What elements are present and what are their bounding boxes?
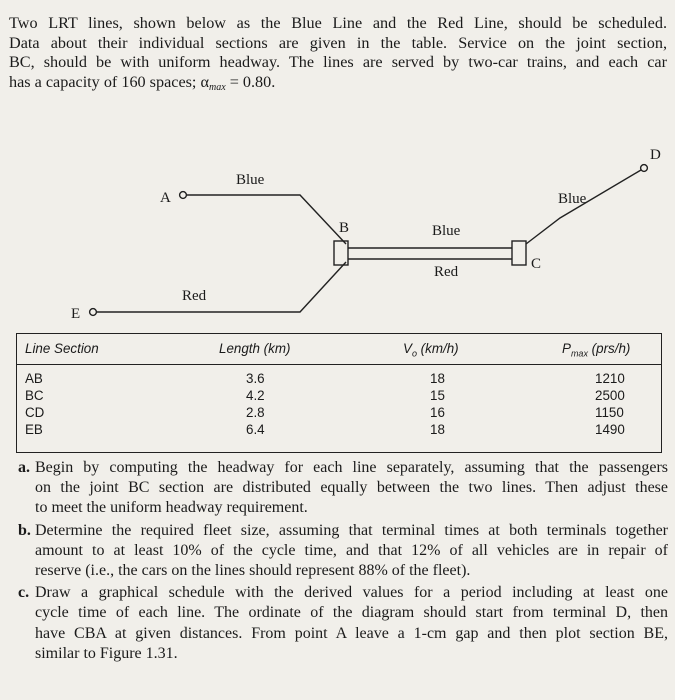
label-red-joint: Red [434,264,459,280]
label-c: C [531,256,542,272]
table-cell: 2.8 [246,405,265,420]
task-line: cycle time of each line. The ordinate of the diagram should start from terminal D, then [35,604,668,622]
table-cell: 6.4 [246,422,265,437]
intro-line-last [9,73,667,98]
task-item [18,583,668,664]
intro-line: Data about their individual sections are given in the table. Service on the joint section, [9,33,667,52]
column-line-section [25,370,44,438]
terminal-e-marker [90,309,97,316]
table-cell: 18 [430,371,445,386]
table-cell: 4.2 [246,388,265,403]
intro-alpha-value: = 0.80. [225,72,276,91]
task-line: similar to Figure 1.31. [35,644,178,662]
terminal-a-marker [180,192,187,199]
table-header [17,334,661,365]
table-cell: EB [25,422,43,437]
table-cell: AB [25,371,43,386]
task-label: a. [18,459,30,476]
table-cell: 2500 [595,388,625,403]
table-cell: 1150 [595,405,624,420]
joint-section-bc [348,248,512,259]
task-line: on the joint BC section are distributed equally between the two lines. Then adjust these [35,479,668,497]
task-item [18,458,668,519]
problem-intro [9,14,667,97]
table-cell: 18 [430,422,445,437]
label-blue-left: Blue [236,172,265,188]
label-red-left: Red [182,288,207,304]
table-cell: 1490 [595,422,625,437]
red-line-eb [97,262,347,312]
header-line-section: Line Section [25,341,99,356]
intro-line: Two LRT lines, shown below as the Blue Line and the Red Line, should be scheduled. [9,14,667,32]
section-data-table [16,333,662,453]
intro-line: BC, should be with uniform headway. The lines are served by two-car trains, and each car [9,53,667,72]
label-blue-joint: Blue [432,223,461,239]
task-line: reserve (i.e., the cars on the lines should represent 88% of the fleet). [35,562,471,580]
task-line: amount to at least 10% of the cycle time, and that 12% of all vehicles are in repair of [35,541,668,559]
table-cell: 15 [430,388,445,403]
table-cell: BC [25,388,44,403]
task-list [18,458,668,666]
header-speed: $V_o$ (km/h) [403,341,459,359]
table-cell: CD [25,405,45,420]
lrt-line-diagram [0,140,675,325]
blue-line-cd [526,170,641,244]
column-speed [430,370,445,438]
column-length [246,370,265,438]
task-line: Determine the required fleet size, assuming that terminal times at both terminals together [35,521,668,539]
blue-line-ab [187,195,350,244]
task-label: b. [18,521,31,539]
task-line: have CBA at given distances. From point A leave a 1-cm gap and then plot section BE, [35,624,668,642]
label-b: B [339,220,350,236]
table-cell: 1210 [595,371,625,386]
task-line: Begin by computing the headway for each line separately, assuming that the passengers [35,459,668,476]
station-c-box [512,241,526,265]
label-blue-right: Blue [558,191,587,207]
alpha-subscript: max [208,81,226,93]
terminal-d-marker [641,165,648,172]
label-a: A [160,190,171,206]
header-length: Length (km) [219,341,291,356]
task-item [18,521,668,582]
label-e: E [71,306,81,322]
column-pmax [595,370,625,438]
table-cell: 3.6 [246,371,265,386]
task-label: c. [18,584,30,602]
task-line: to meet the uniform headway requirement. [35,499,308,517]
intro-capacity-text: has a capacity of 160 spaces; α [9,72,209,91]
task-line: Draw a graphical schedule with the derived values for a period including at least one [35,584,668,602]
station-b-box [334,241,348,265]
header-pmax: $P_{max}$ (prs/h) [562,341,631,359]
label-d: D [650,147,661,163]
table-cell: 16 [430,405,445,420]
